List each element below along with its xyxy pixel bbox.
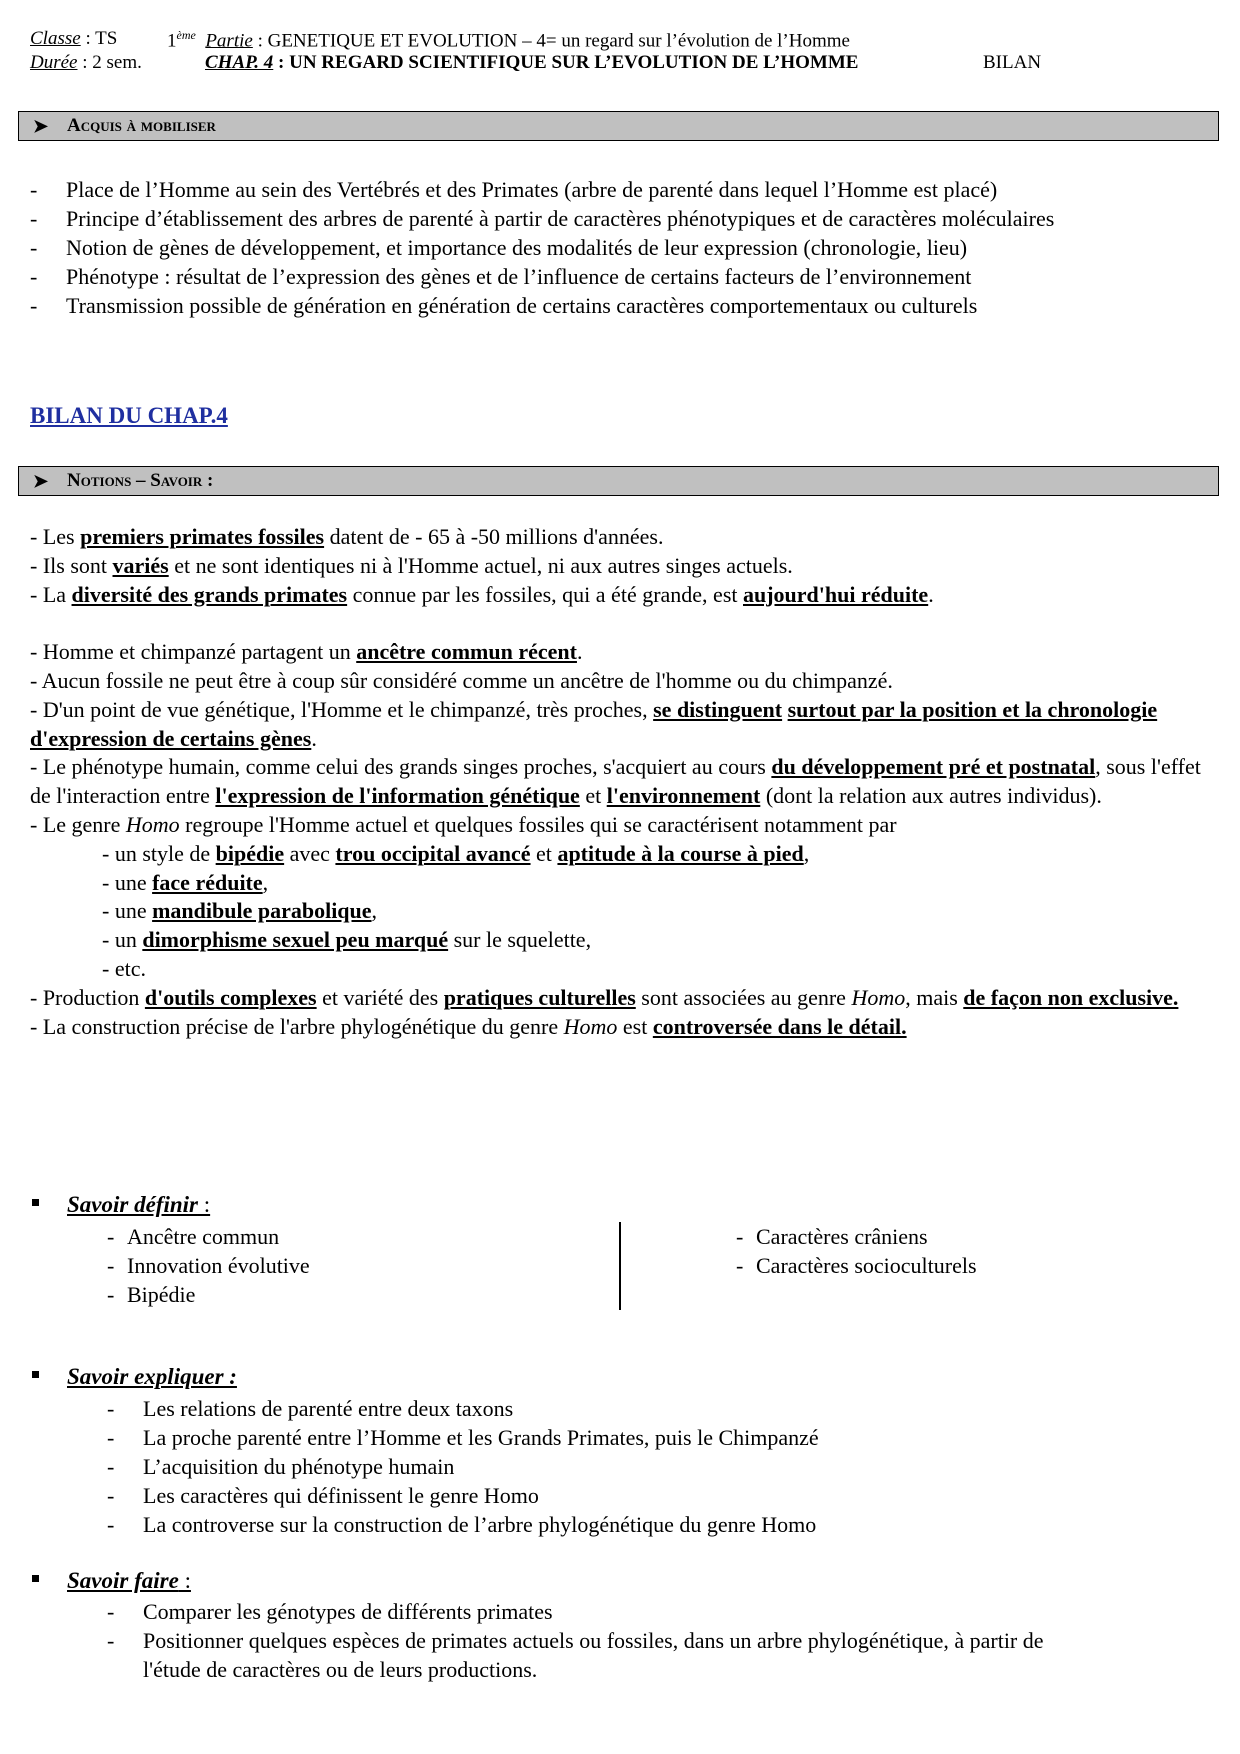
notions-section-bar xyxy=(18,466,1219,496)
savoir-faire-heading: Savoir faire : xyxy=(67,1568,191,1593)
notions-text xyxy=(30,523,1220,1041)
notion-paragraph: - Le genre Homo regroupe l'Homme actuel et quelques fossiles qui se caractérisent notamment par xyxy=(30,811,897,837)
notion-paragraph: - D'un point de vue génétique, l'Homme et le chimpanzé, très proches, se distinguent surtout par la position et la chronologie d'expression de certains gènes. xyxy=(30,696,1158,751)
notion-subitem: - etc. xyxy=(102,955,146,981)
square-bullet-icon xyxy=(32,1575,39,1582)
notion-paragraph: - La construction précise de l'arbre phylogénétique du genre Homo est controversée dans le détail. xyxy=(30,1013,907,1039)
square-bullet-icon xyxy=(32,1199,39,1206)
classe-label: Classe xyxy=(30,28,81,49)
notion-paragraph: - La diversité des grands primates connue par les fossiles, qui a été grande, est aujourd'hui réduite. xyxy=(30,581,934,607)
classe-value: : TS xyxy=(80,28,118,49)
chapter-line xyxy=(205,52,858,74)
duree-label: Durée xyxy=(30,52,78,73)
partie-label: Partie xyxy=(205,30,253,52)
partie-num: 1 xyxy=(167,30,177,52)
notion-subitem: - une mandibule parabolique, xyxy=(102,898,378,924)
notion-subitem: - un dimorphisme sexuel peu marqué sur le squelette, xyxy=(102,927,592,953)
header-line-1 xyxy=(30,28,117,50)
document-page: Classe : TS 1ème Partie : GENETIQUE ET EVOLUTION – 4= un regard sur l’évolution de l’Homme Durée : 2 sem. CHAP. 4 : UN REGARD SCIENTIFIQUE SUR L’EVOLUTION DE L’HOMME BILAN ➤ Acquis à mobiliser - Place de l’Homme au sein des Vertébrés et des Primates (arbre de parenté dans lequel l’Homme est placé) - Principe d’établissement des arbres de parenté à partir de caractères phénotypiques et de caractères moléculaires - Notion de gènes de développement, et importance des modalités de leur expression (chronologie, lieu) - Phénotype : résultat de l’expression des gènes et de l’influence de certains facteurs de l’environnement - Transmission possible de génération en génération de certains caractères comportementaux ou culturels BILAN DU CHAP.4 ➤ Notions – Savoir : - Les premiers primates fossiles datent de - 65 à -50 millions d'années. - Ils sont variés et ne sont identiques ni à l'Homme actuel, ni aux autres singes actuels. - La diversité des grands primates connue par les fossiles, qui a été grande, est aujourd'hui réduite. - Homme et chimpanzé partagent un ancêtre commun récent. - Aucun fossile ne peut être à coup sûr considéré comme un ancêtre de l'homme ou du chimpanzé. - D'un point de vue génétique, l'Homme et le chimpanzé, très proches, se distinguent surtout par la position et la chronologie d'expression de certains gènes. - Le phénotype humain, comme celui des grands singes proches, s'acquiert au cours du développement pré et postnatal, sous l'effet de l'interaction entre l'expression de l'information génétique et l'environnement (dont la relation aux autres individus). - Le genre Homo regroupe l'Homme actuel et quelques fossiles qui se caractérisent notamment par - un style de bipédie avec trou occipital avancé et aptitude à la course à pied, - une face réduite, - une mandibule parabolique, - un dimorphisme sexuel peu marqué sur le squelette, - etc. - Production d'outils complexes et variété des pratiques culturelles sont associées au genre Homo, mais de façon non exclusive. - La construction précise de l'arbre phylogénétique du genre Homo est controversée dans le détail. Savoir définir : - Ancêtre commun - Innovation évolutive - Bipédie - Caractères crâniens - Caractères socioculturels Savoir expliquer : - Les relations de parenté entre deux taxons - La proche parenté entre l’Homme et les Grands Primates, puis le Chimpanzé - L’acquisition du phénotype humain - Les caractères qui définissent le genre Homo - La controverse sur la construction de l’arbre phylogénétique du genre Homo Savoir faire : - Comparer les génotypes de différents primates - Positionner quelques espèces de primates actuels ou fossiles, dans un arbre phylogénétique, à partir de l'étude de caractères ou de leurs productions. xyxy=(0,0,1240,1754)
duree-line xyxy=(30,52,142,74)
square-bullet-icon xyxy=(32,1371,39,1378)
duree-value: : 2 sem. xyxy=(77,52,142,73)
notion-paragraph: - Ils sont variés et ne sont identiques ni à l'Homme actuel, ni aux autres singes actuels. xyxy=(30,552,793,578)
partie-sup: ème xyxy=(176,28,196,42)
chapter-label: CHAP. 4 xyxy=(205,52,274,73)
column-divider xyxy=(619,1222,621,1310)
partie-value: : GENETIQUE ET EVOLUTION – 4= un regard sur l’évolution de l’Homme xyxy=(252,30,850,52)
partie-line xyxy=(167,28,850,52)
savoir-definir-heading: Savoir définir : xyxy=(67,1192,211,1217)
bilan-label: BILAN xyxy=(983,52,1042,73)
notions-bar-label: Notions – Savoir : xyxy=(67,470,214,491)
acquis-bar-label: Acquis à mobiliser xyxy=(67,115,216,136)
savoir-expliquer-heading: Savoir expliquer : xyxy=(67,1364,237,1389)
notion-paragraph: - Le phénotype humain, comme celui des grands singes proches, s'acquiert au cours du développement pré et postnatal, sous l'effet de l'interaction entre l'expression de l'information génétique et l'environnement (dont la relation aux autres individus). xyxy=(30,754,1201,809)
bilan-title: BILAN DU CHAP.4 xyxy=(30,403,228,428)
notion-subitem: - un style de bipédie avec trou occipital avancé et aptitude à la course à pied, xyxy=(102,840,810,866)
notion-paragraph: - Les premiers primates fossiles datent de - 65 à -50 millions d'années. xyxy=(30,524,664,549)
arrow-bullet-icon: ➤ xyxy=(33,116,49,136)
notion-paragraph: - Homme et chimpanzé partagent un ancêtre commun récent. xyxy=(30,639,583,665)
notion-paragraph: - Aucun fossile ne peut être à coup sûr considéré comme un ancêtre de l'homme ou du chimpanzé. xyxy=(30,667,893,693)
acquis-section-bar xyxy=(18,111,1219,141)
chapter-title: : UN REGARD SCIENTIFIQUE SUR L’EVOLUTION DE L’HOMME xyxy=(273,52,859,73)
notion-paragraph: - Production d'outils complexes et variété des pratiques culturelles sont associées au genre Homo, mais de façon non exclusive. xyxy=(30,984,1179,1010)
arrow-bullet-icon: ➤ xyxy=(33,471,49,491)
notion-subitem: - une face réduite, xyxy=(102,869,269,895)
